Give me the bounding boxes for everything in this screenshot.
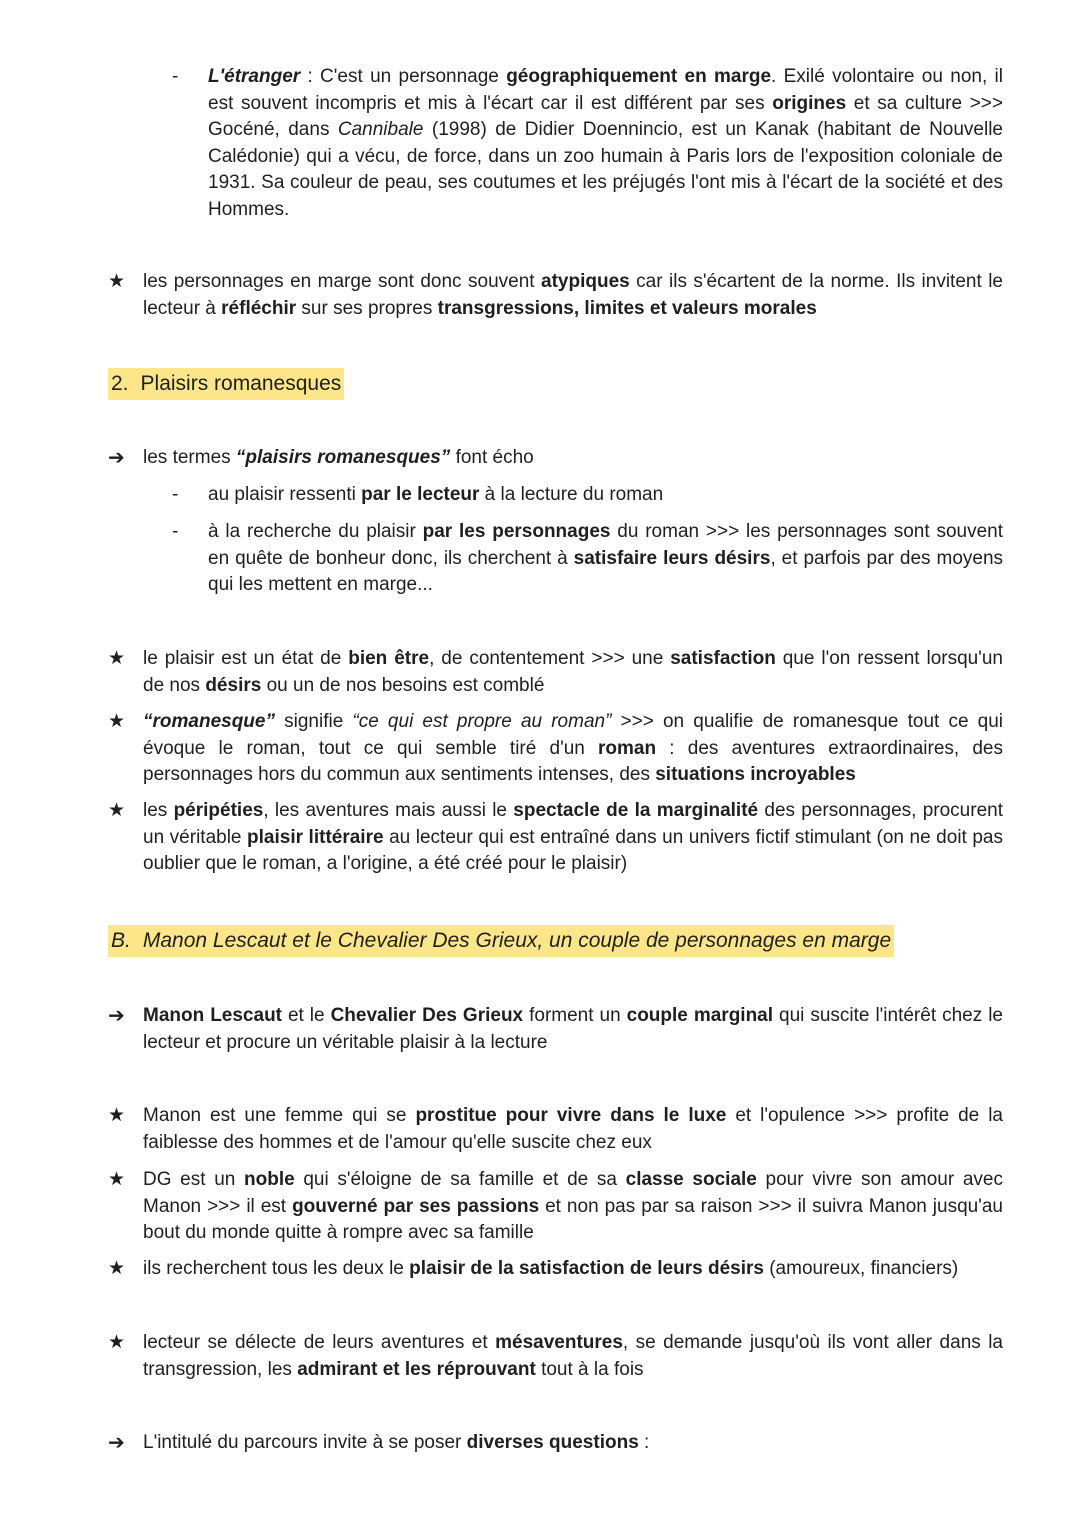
arrow-bullet-icon: ➔	[108, 447, 125, 469]
paragraph-etranger: L'étranger : C'est un personnage géographiquement en marge. Exilé volontaire ou non, il est souvent incompris et mis à l'écart car il est différent par ses origines et sa culture >>> Gocéné, dans Cannibale (1998) de Didier Doennincio, est un Kanak (habitant de Nouvelle Calédonie) qui a vécu, de force, dans un zoo humain à Paris lors de l'exposition coloniale de 1931. Sa couleur de peau, ses coutumes et les préjugés l'ont mis à l'écart de la société et des Hommes.	[208, 66, 1004, 220]
paragraph-termes: les termes “plaisirs romanesques” font écho	[143, 447, 534, 468]
term-etranger: L'étranger	[208, 66, 301, 87]
star-bullet-icon: ★	[108, 800, 126, 821]
star-bullet-icon: ★	[108, 1332, 126, 1353]
section-heading-manon: B. Manon Lescaut et le Chevalier Des Grieux, un couple de personnages en marge	[108, 925, 894, 957]
paragraph-plaisir-personnages: à la recherche du plaisir par les personnages du roman >>> les personnages sont souvent en quête de bonheur donc, ils cherchent à satisfaire leurs désirs, et parfois par des moyens qui les mettent en marge...	[208, 521, 1004, 595]
star-bullet-icon: ★	[108, 648, 126, 669]
paragraph-plaisir-lecteur: au plaisir ressenti par le lecteur à la lecture du roman	[208, 484, 664, 505]
arrow-bullet-icon: ➔	[108, 1432, 125, 1454]
star-bullet-icon: ★	[108, 271, 126, 292]
star-bullet-icon: ★	[108, 711, 126, 732]
paragraph-peripeties: les péripéties, les aventures mais aussi le spectacle de la marginalité des personnages, procurent un véritable plaisir littéraire au lecteur qui est entraîné dans un univers fictif stimulant (on ne doit pas oublier que le roman, a l'origine, a été créé pour le plaisir)	[143, 800, 1003, 874]
star-bullet-icon: ★	[108, 1169, 126, 1190]
paragraph-recherche: ils recherchent tous les deux le plaisir de la satisfaction de leurs désirs (amoureux, financiers)	[143, 1258, 959, 1279]
paragraph-couple: Manon Lescaut et le Chevalier Des Grieux forment un couple marginal qui suscite l'intérêt chez le lecteur et procure un véritable plaisir à la lecture	[143, 1005, 1003, 1053]
paragraph-manon: Manon est une femme qui se prostitue pour vivre dans le luxe et l'opulence >>> profite de la faiblesse des hommes et de l'amour qu'elle suscite chez eux	[143, 1105, 1003, 1153]
paragraph-plaisir-definition: le plaisir est un état de bien être, de contentement >>> une satisfaction que l'on ressent lorsqu'un de nos désirs ou un de nos besoins est comblé	[143, 648, 1003, 696]
paragraph-atypiques: les personnages en marge sont donc souvent atypiques car ils s'écartent de la norme. Ils invitent le lecteur à réfléchir sur ses propres transgressions, limites et valeurs morales	[143, 271, 1003, 319]
paragraph-romanesque: “romanesque” signifie “ce qui est propre au roman” >>> on qualifie de romanesque tout ce qui évoque le roman, tout ce qui semble tiré d'un roman : des aventures extraordinaires, des personnages hors du commun aux sentiments intenses, des situations incroyables	[143, 711, 1004, 785]
paragraph-intitule: L'intitulé du parcours invite à se poser diverses questions :	[143, 1432, 650, 1453]
section-heading-plaisirs: 2. Plaisirs romanesques	[108, 368, 344, 400]
paragraph-lecteur: lecteur se délecte de leurs aventures et mésaventures, se demande jusqu'où ils vont aller dans la transgression, les admirant et les réprouvant tout à la fois	[143, 1332, 1003, 1380]
dash-icon: -	[172, 521, 179, 542]
dash-icon: -	[172, 66, 179, 87]
star-bullet-icon: ★	[108, 1258, 126, 1279]
star-bullet-icon: ★	[108, 1105, 126, 1126]
dash-icon: -	[172, 484, 179, 505]
paragraph-des-grieux: DG est un noble qui s'éloigne de sa famille et de sa classe sociale pour vivre son amour avec Manon >>> il est gouverné par ses passions et non pas par sa raison >>> il suivra Manon jusqu'au bout du monde quitte à rompre avec sa famille	[143, 1169, 1003, 1243]
arrow-bullet-icon: ➔	[108, 1005, 125, 1027]
